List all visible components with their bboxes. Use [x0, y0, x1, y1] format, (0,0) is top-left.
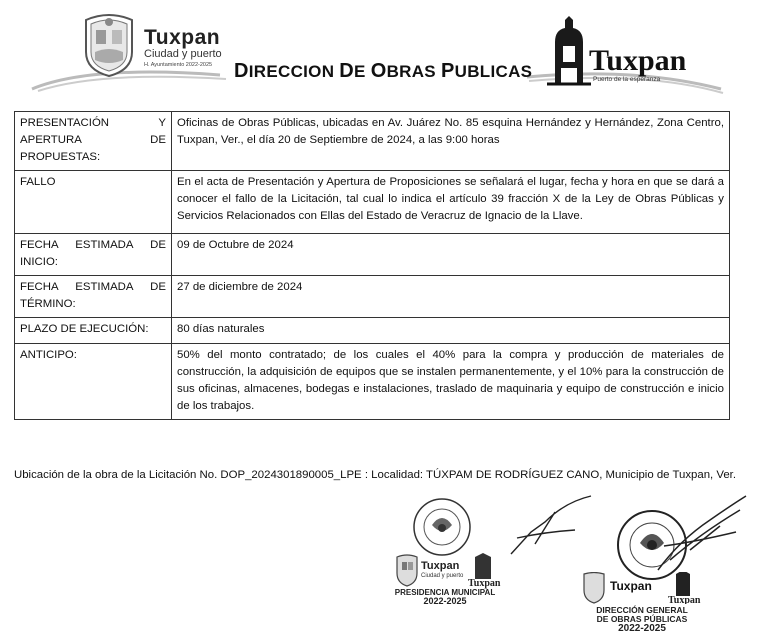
signature-right	[650, 490, 750, 580]
department-title: DIRECCION DE OBRAS PUBLICAS	[234, 60, 533, 82]
row-value: 09 de Octubre de 2024	[172, 234, 730, 276]
row-label: PLAZO DE EJECUCIÓN:	[15, 318, 172, 344]
left-stamp-logo-tagline: Ciudad y puerto	[421, 573, 464, 579]
municipal-brand-text	[144, 28, 222, 69]
document-header	[0, 0, 757, 100]
row-value: En el acta de Presentación y Apertura de Proposiciones se señalará el lugar, fecha y hora en que se dará a conocer el fallo de la Licitación, tal cual lo indica el artículo 39 fracción X de la Ley de Obras Públicas y Servicios Relacionados con Ellas del Estado de Veracruz de Ignacio de la Llave.	[172, 171, 730, 234]
row-label: PRESENTACIÓN Y APERTURA DE PROPUESTAS:	[15, 112, 172, 171]
right-stamp-caption-line1: DIRECCIÓN GENERAL	[596, 605, 688, 615]
municipality-footer: H. Ayuntamiento 2022-2025	[144, 62, 213, 68]
table-row	[15, 318, 730, 344]
row-value: Oficinas de Obras Públicas, ubicadas en Av. Juárez No. 85 esquina Hernández y Hernández, Zona Centro, Tuxpan, Ver., el día 20 de Septiembre de 2024, a las 9:00 horas	[172, 112, 730, 171]
table-row	[15, 276, 730, 318]
table-row	[15, 171, 730, 234]
right-stamp-caption	[586, 606, 698, 633]
municipal-coat-of-arms-logo	[80, 12, 138, 78]
tuxpan-puerto-logo	[545, 12, 687, 88]
table-row	[15, 344, 730, 420]
svg-text:Tuxpan: Tuxpan	[468, 578, 501, 589]
municipality-tagline: Ciudad y puerto	[144, 48, 222, 60]
municipal-seal-stamp-left	[398, 495, 494, 557]
row-value: 27 de diciembre de 2024	[172, 276, 730, 318]
right-stamp-years: 2022-2025	[618, 623, 666, 634]
left-stamp-caption-text: PRESIDENCIA MUNICIPAL	[394, 588, 496, 597]
right-logo-tagline: Puerto de la esperanza	[593, 76, 661, 83]
right-logo-name: Tuxpan	[589, 44, 687, 77]
work-location-line: Ubicación de la obra de la Licitación No. DOP_2024301890005_LPE : Localidad: TÚXPAM DE RODRÍGUEZ CANO, Municipio de Tuxpan, Ver.	[14, 469, 736, 481]
table-row	[15, 234, 730, 276]
svg-text:Tuxpan: Tuxpan	[668, 595, 701, 604]
municipal-logo-stamp-left	[393, 553, 508, 589]
row-value: 80 días naturales	[172, 318, 730, 344]
table-row	[15, 112, 730, 171]
left-stamp-caption	[385, 588, 505, 606]
row-label: FALLO	[15, 171, 172, 234]
row-label: FECHA ESTIMADA DE TÉRMINO:	[15, 276, 172, 318]
signature-left	[505, 492, 600, 562]
bid-details-table	[14, 111, 730, 420]
row-label: FECHA ESTIMADA DE INICIO:	[15, 234, 172, 276]
row-value: 50% del monto contratado; de los cuales el 40% para la compra y producción de materiales de construcción, la adquisición de equipos que se instalen permanentemente, y el 10% para la construcción de sus oficinas, almacenes, bodegas e instalaciones, traslado de maquinaria y equipo de construcción e inicio de los trabajos.	[172, 344, 730, 420]
row-label: ANTICIPO:	[15, 344, 172, 420]
right-stamp-caption-line2: DE OBRAS PÚBLICAS	[596, 614, 688, 624]
left-stamp-logo-name: Tuxpan	[421, 560, 460, 572]
right-stamp-logo-name: Tuxpan	[610, 579, 652, 593]
left-stamp-years: 2022-2025	[423, 596, 467, 606]
municipality-name: Tuxpan	[144, 26, 221, 49]
